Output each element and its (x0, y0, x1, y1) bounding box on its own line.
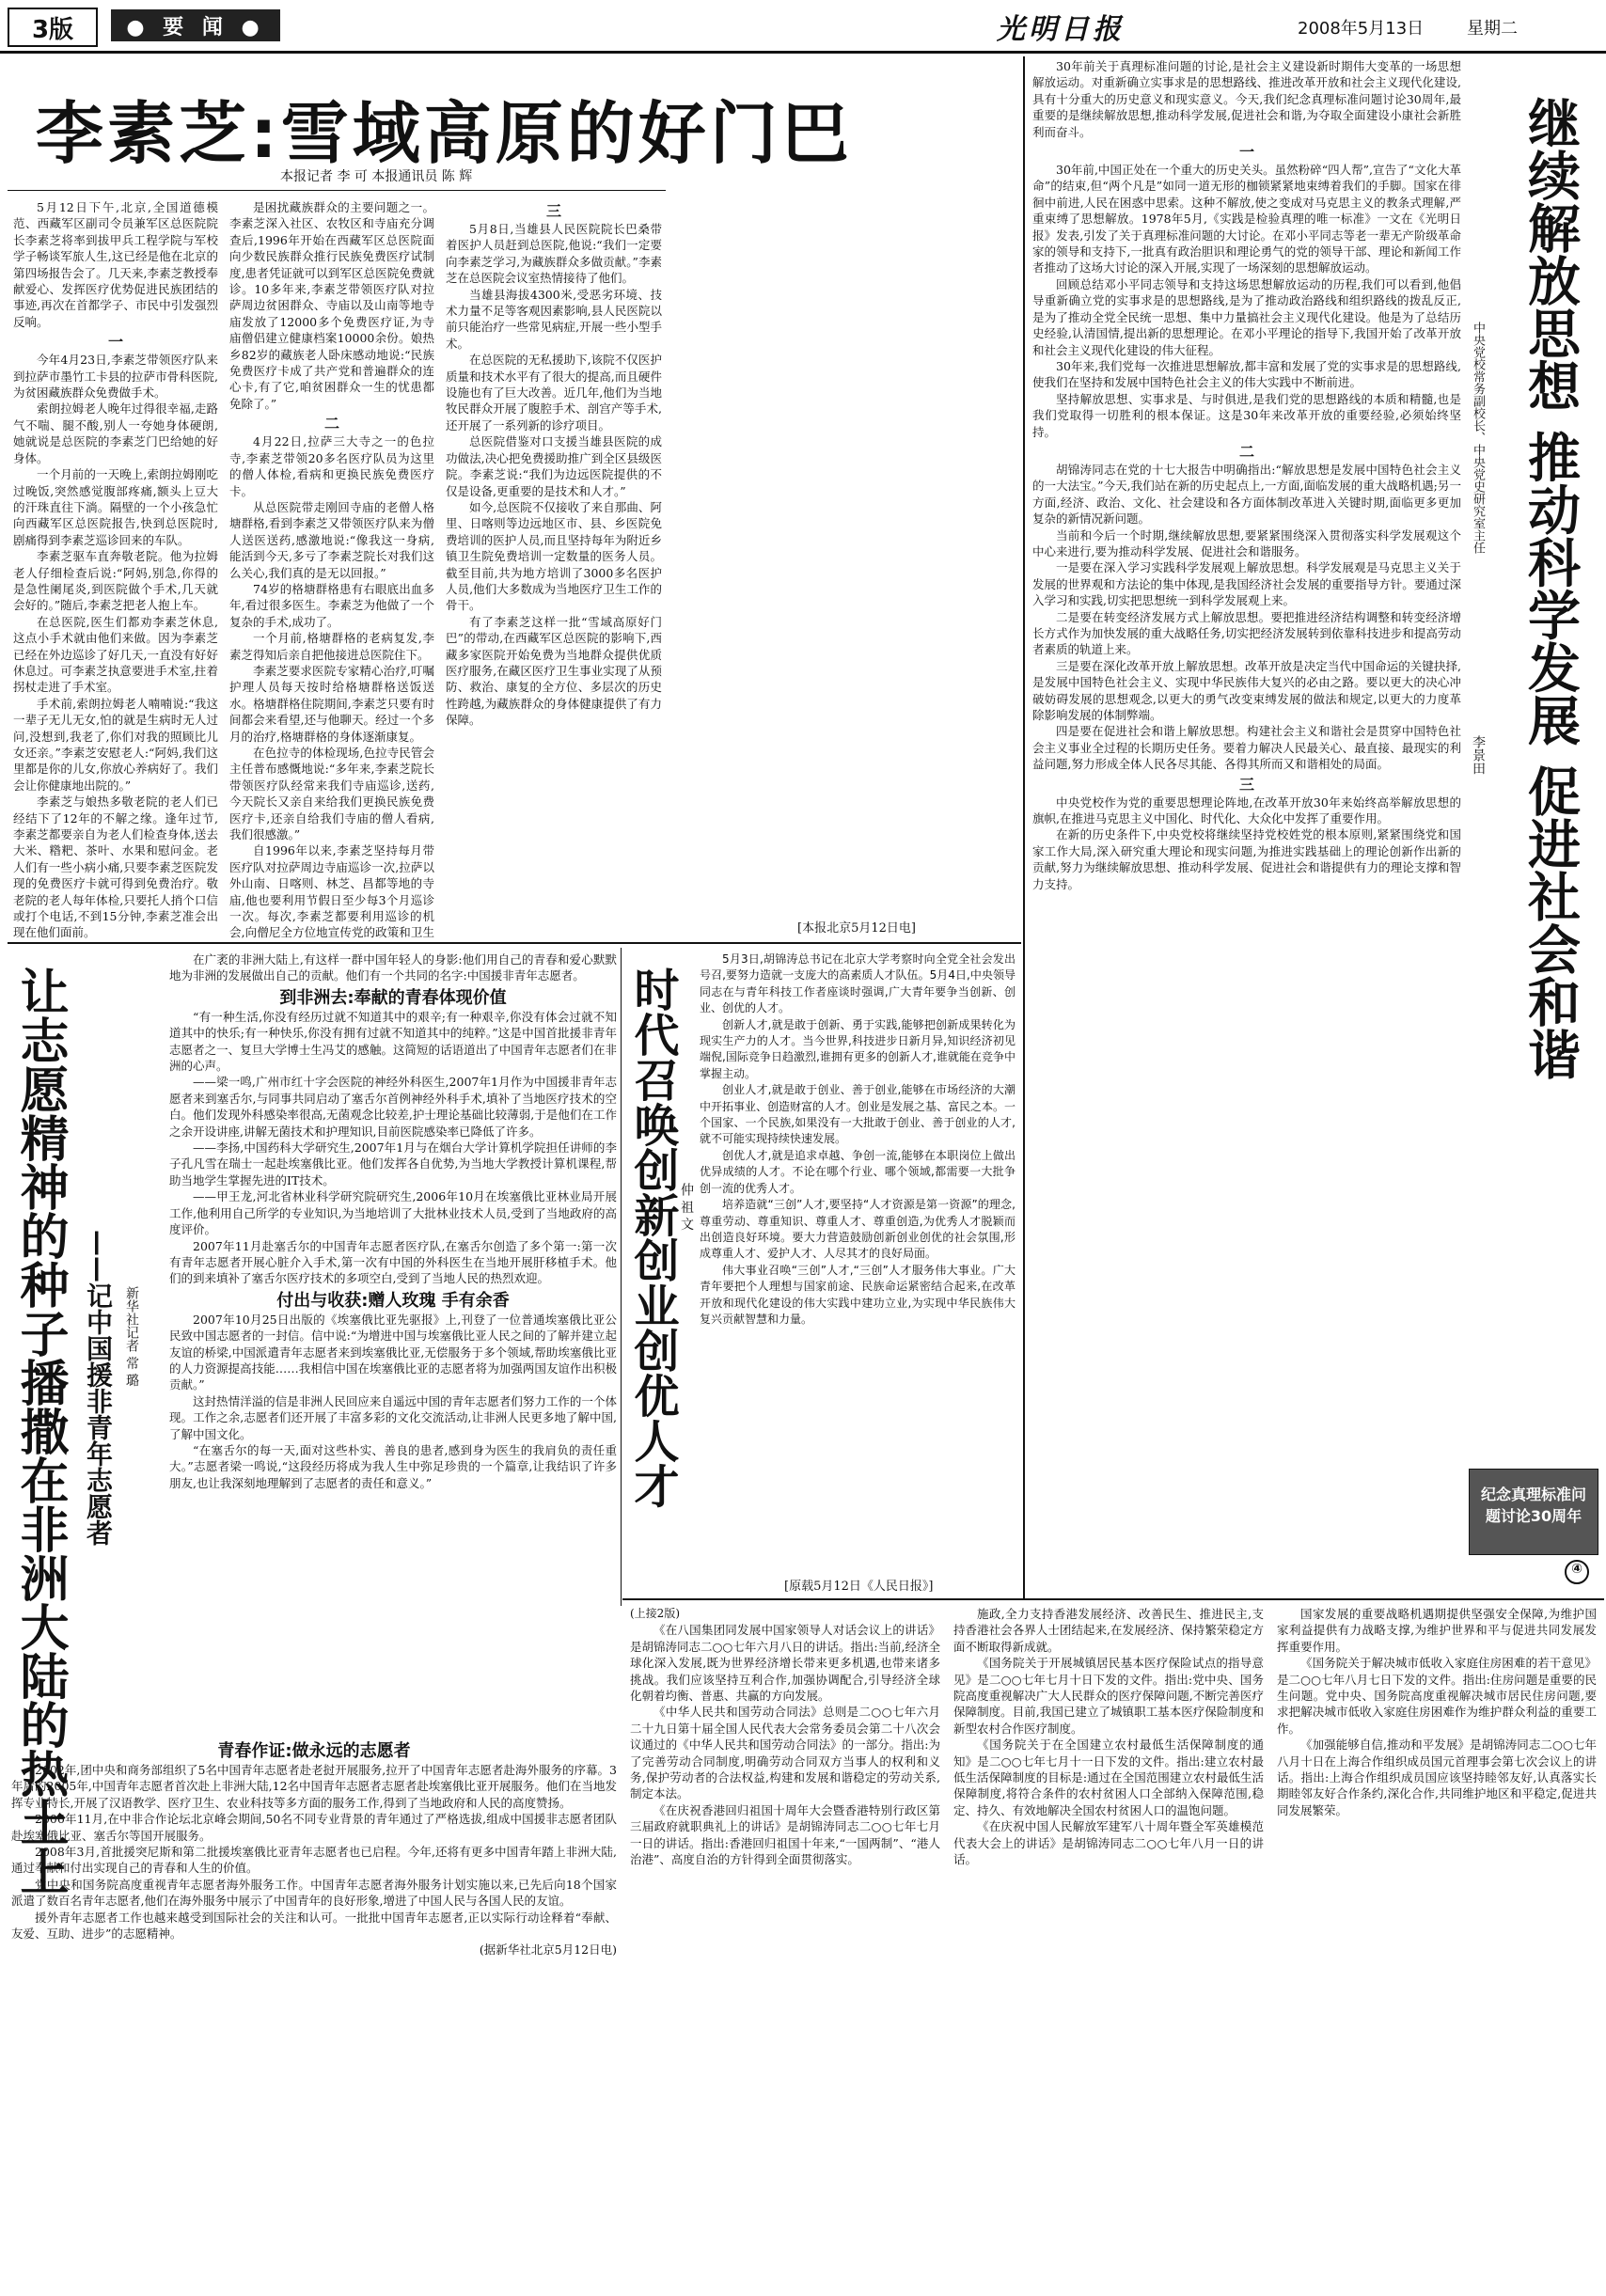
paragraph: 《在庆祝香港回归祖国十周年大会暨香港特别行政区第三届政府就职典礼上的讲话》是胡锦涛同志二○○七年七月一日的讲话。指出:香港回归祖国十年来,“一国两制”、“港人治港”、高度自治的方针得到全面贯彻落实。 (630, 1802, 940, 1867)
paragraph: 创业人才,就是敢于创业、善于创业,能够在市场经济的大潮中开拓事业、创造财富的人才。创业是发展之基、富民之本。一个国家、一个民族,如果没有一大批敢于创业、善于创业的人才,就不可能实现持续快速发展。 (700, 1083, 1016, 1146)
paragraph: 党中央和国务院高度重视青年志愿者海外服务工作。中国青年志愿者海外服务计划实施以来,已先后向18个国家派遣了数百名青年志愿者,他们在海外服务中展示了中国青年的良好形象,增进了中国人民与各国人民的友谊。 (11, 1877, 617, 1909)
divider (8, 190, 666, 191)
paragraph: 2007年11月赴塞舌尔的中国青年志愿者医疗队,在塞舌尔创造了多个第一:第一次有青年志愿者开展心脏介入手术,第一次有中国的外科医生在当地开展肝移植手术。他们的到来填补了塞舌尔医疗技术的多项空白,受到了当地人民的热烈欢迎。 (169, 1238, 617, 1286)
paragraph: 培养造就“三创”人才,要坚持“人才资源是第一资源”的理念,尊重劳动、尊重知识、尊重人才、尊重创造,为优秀人才脱颖而出创造良好环境。要大力营造鼓励创新创业创优的社会氛围,形成尊重人才、爱护人才、人尽其才的良好局面。 (700, 1198, 1016, 1261)
paragraph: 总医院借鉴对口支援当雄县医院的成功做法,决心把免费援助推广到全区县级医院。李素芝说:“我们为边远医院提供的不仅是设备,更重要的是技术和人才。” (446, 434, 662, 498)
article2-subhead-1: 到非洲去:奉献的青春体现价值 (279, 987, 507, 1008)
paragraph: 国家发展的重要战略机遇期提供坚强安全保障,为维护国家利益提供有力战略支撑,为维护世界和平与促进共同发展发挥重要作用。 (1277, 1607, 1597, 1654)
paragraph: 《在八国集团同发展中国家领导人对话会议上的讲话》是胡锦涛同志二○○七年六月八日的讲话。指出:当前,经济全球化深入发展,既为世界经济增长带来更多机遇,也带来诸多挑战。我们应该坚持互利合作,加强协调配合,引导经济全球化朝着均衡、普惠、共赢的方向发展。 (630, 1623, 940, 1704)
paragraph: 《国务院关于在全国建立农村最低生活保障制度的通知》是二○○七年七月十一日下发的文件。指出:建立农村最低生活保障制度的目标是:通过在全国范围建立农村最低生活保障制度,将符合条件的农村贫困人口全部纳入保障范围,稳定、持久、有效地解决全国农村贫困人口的温饱问题。 (953, 1738, 1264, 1817)
paragraph: 当雄县海拔4300米,受恶劣环境、技术力量不足等客观因素影响,县人民医院以前只能治疗一些常见病症,开展一些小型手术。 (446, 287, 662, 351)
paragraph: 在色拉寺的体检现场,色拉寺民管会主任普布感慨地说:“多年来,李素芝院长带领医疗队经常来我们寺庙巡诊,送药,今天院长又亲自来给我们更换民族免费医疗卡,还亲自给我们寺庙的僧人看病,我们很感激。” (229, 746, 434, 842)
section-number: 一 (1238, 143, 1254, 162)
column-divider (621, 948, 622, 1606)
paragraph: 2008年3月,首批援突尼斯和第二批援埃塞俄比亚青年志愿者也已启程。今年,还将有更多中国青年踏上非洲大陆,通过奉献和付出实现自己的青春和人生的价值。 (11, 1845, 617, 1876)
article1-headline: 李素芝:雪域高原的好门巴 (36, 94, 853, 173)
paragraph: 在总医院的无私援助下,该院不仅医护质量和技术水平有了很大的提高,而且硬件设施也有了巨大改善。近几年,他们为当地牧民群众开展了腹腔手术、剖宫产等手术,还开展了一系列新的诊疗项目。 (446, 353, 662, 432)
paper-logo: 光明日报 (997, 13, 1125, 46)
article2-source: (据新华社北京5月12日电) (479, 1942, 617, 1958)
article1-source: [本报北京5月12日电] (797, 921, 916, 936)
divider (8, 942, 1021, 944)
series-banner (1469, 1469, 1598, 1555)
section-number: 三 (1238, 775, 1254, 794)
series-number: ④ (1565, 1559, 1589, 1584)
paragraph: 当前和今后一个时期,继续解放思想,要紧紧围绕深入贯彻落实科学发展观这个中心来进行,要为推动科学发展、促进社会和谐服务。 (1032, 527, 1461, 558)
article4-text (1032, 58, 1461, 1572)
issue-date: 2008年5月13日 (1298, 19, 1425, 39)
paragraph: “在塞舌尔的每一天,面对这些朴实、善良的患者,感到身为医生的我肩负的责任重大。”志愿者梁一鸣说,“这段经历将成为我人生中弥足珍贵的一个篇章,让我结识了许多朋友,也让我深刻地理解到了志愿者的责任和意义。” (169, 1442, 617, 1490)
digest-column-3 (1277, 1606, 1597, 2290)
paragraph: 《中华人民共和国劳动合同法》总则是二○○七年六月二十九日第十届全国人民代表大会常务委员会第二十八次会议通过的《中华人民共和国劳动合同法》的一部分。指出:为了完善劳动合同制度,明确劳动合同双方当事人的权利和义务,保护劳动者的合法权益,构建和发展和谐稳定的劳动关系,制定本法。 (630, 1705, 940, 1801)
paragraph: ——梁一鸣,广州市红十字会医院的神经外科医生,2007年1月作为中国援非青年志愿者来到塞舌尔,与同事共同启动了塞舌尔首例神经外科手术,填补了当地医疗技术的空白。他们发现外科感染率很高,无菌观念比较差,护士理论基础比较薄弱,于是他们在工作之余开设讲座,讲解无菌技术和护理知识,目前医院感染率已降低了许多。 (169, 1075, 617, 1139)
article3-author: 仲 祖 文 (679, 1183, 694, 1231)
paragraph: 援外青年志愿者工作也越来越受到国际社会的关注和认可。一批批中国青年志愿者,正以实际行动诠释着“奉献、友爱、互助、进步”的志愿精神。 (11, 1910, 617, 1942)
paragraph: 4月22日,拉萨三大寺之一的色拉寺,李素芝带领20多名医疗队员为这里的僧人体检,看病和更换民族免费医疗卡。 (229, 434, 434, 498)
article3-source: [原载5月12日《人民日报》] (784, 1580, 934, 1594)
article3-headline: 时代召唤创新创业创优人才 (626, 967, 679, 1508)
paragraph: 《国务院关于解决城市低收入家庭住房困难的若干意见》是二○○七年八月七日下发的文件。指出:住房问题是重要的民生问题。党中央、国务院高度重视解决城市居民住房问题,要求把解决城市低收入家庭住房困难作为维护群众利益的重要工作。 (1277, 1656, 1597, 1736)
paragraph: 胡锦涛同志在党的十七大报告中明确指出:“解放思想是发展中国特色社会主义的一大法宝。”今天,我们站在新的历史起点上,一方面,面临发展的重大战略机遇;另一方面,经济、政治、文化、社会建设和各方面体制改革进入关键时期,面临更多更加复杂的新情况新问题。 (1032, 462, 1461, 527)
article-li-suzhi (8, 58, 1023, 942)
paragraph: 《国务院关于开展城镇居民基本医疗保险试点的指导意见》是二○○七年七月十日下发的文件。指出:党中央、国务院高度重视解决广大人民群众的医疗保障问题,不断完善医疗保障制度。目前,我国已建立了城镇职工基本医疗保险制度和新型农村合作医疗制度。 (953, 1656, 1264, 1736)
paragraph: 5月12日下午,北京,全国道德模范、西藏军区副司令员兼军区总医院院长李素芝将率到拔甲兵工程学院与军校学子畅谈军旅人生,这已经是他在北京的第四场报告会了。几天来,李素芝教授奉献爱心、发挥医疗优势促进民族团结的事迹,再次在首都学子、市民中引发强烈反响。 (13, 200, 218, 329)
paragraph: 李素芝驱车直奔敬老院。他为拉姆老人仔细检查后说:“阿妈,别急,你得的是急性阑尾炎,到医院做个手术,几天就会好的。”随后,李素芝把老人抱上车。 (13, 549, 218, 613)
section-number: 一 (107, 333, 123, 352)
documents-digest (624, 1604, 1602, 2290)
paragraph: 一个月前的一天晚上,索朗拉姆刚吃过晚饭,突然感觉腹部疼痛,额头上豆大的汗珠直往下淌。隔壁的一个小孩急忙向西藏军区总医院报告,快到总医院时,剧痛得到李素芝巡诊回来的车队。 (13, 467, 218, 547)
article4-author: 李景田 (1471, 735, 1486, 775)
paragraph: 从总医院带走刚回寺庙的老僧人格塘群格,看到李素芝又带领医疗队来为僧人送医送药,感激地说:“像我这一身病,能活到今天,多亏了李素芝院长对我们这么关心,我们真的是无以回报。” (229, 499, 434, 580)
paragraph: 是困扰藏族群众的主要问题之一。李素芝深入社区、农牧区和寺庙充分调查后,1996年开始在西藏军区总医院面向少数民族群众推行民族免费医疗试制度,患者凭证就可以到军区总医院免费就诊。10多年来,李素芝带领医疗队对拉萨周边贫困群众、寺庙以及山南等地寺庙发放了12000多个免费医疗证,为寺庙僧侣建立健康档案10000余份。娘热乡82岁的藏族老人卧床感动地说:“民族免费医疗卡成了共产党和普遍群众的连心卡,有了它,咱贫困群众一生的忧患都免除了。” (229, 200, 434, 411)
section-number: 三 (545, 202, 561, 220)
article2-headline: 让志愿精神的种子播撒在非洲大陆的热土上 (11, 967, 68, 1895)
article1-column-2 (229, 199, 434, 942)
digest-column-1 (630, 1606, 940, 2290)
paragraph: 在总医院,医生们都劝李素芝休息,这点小手术就由他们来做。因为李素芝已经在外边巡诊了好几天,一直没有好好休息过。可李素芝执意要进手术室,拄着拐杖走进了手术室。 (13, 614, 218, 695)
paragraph: 一个月前,格塘群格的老病复发,李素芝得知后亲自把他接进总医院住下。 (229, 631, 434, 662)
paragraph: 在新的历史条件下,中央党校将继续坚持党校姓党的根本原则,紧紧围绕党和国家工作大局,深入研究重大理论和现实问题,为推进实践基础上的理论创新作出新的贡献,努力为继续解放思想、推动科学发展、促进社会和谐提供有力的理论支撑和智力支持。 (1032, 827, 1461, 891)
article-talent (624, 948, 1019, 1596)
article2-subhead-3: 青春作证:做永远的志愿者 (217, 1741, 411, 1761)
digest-column-2 (953, 1606, 1264, 2290)
digest-continued-label: (上接2版) (630, 1607, 680, 1620)
masthead (0, 0, 1606, 53)
paragraph: 2002年,团中央和商务部组织了5名中国青年志愿者赴老挝开展服务,拉开了中国青年志愿者赴海外服务的序幕。3年后的2005年,中国青年志愿者首次赴上非洲大陆,12名中国青年志愿者志愿者赴埃塞俄比亚开展服务。他们在当地发挥专业特长,开展了汉语教学、医疗卫生、农业科技等多方面的服务工作,得到了当地政府和人民的高度赞扬。 (11, 1763, 617, 1810)
paragraph: 三是要在深化改革开放上解放思想。改革开放是决定当代中国命运的关键抉择,是发展中国特色社会主义、实现中华民族伟大复兴的必由之路。要以更大的决心冲破妨碍发展的思想观念,以更大的勇气改变束缚发展的做法和规定,以更大的力度革除影响发展的体制弊端。 (1032, 658, 1461, 723)
paragraph: 2007年10月25日出版的《埃塞俄比亚先驱报》上,刊登了一位普通埃塞俄比亚公民致中国志愿者的一封信。信中说:“为增进中国与埃塞俄比亚人民之间的了解并建立起友谊的桥梁,中国派遣青年志愿者来到埃塞俄比亚,无偿服务于多个领域,帮助埃塞俄比亚的人力资源提高技能……我相信中国在埃塞俄比亚的志愿者将为加强两国友谊作出积极贡献。” (169, 1312, 617, 1392)
paragraph: 李素芝与娘热多敬老院的老人们已经结下了12年的不解之缘。逢年过节,李素芝都要亲自为老人们检查身体,送去大米、糌粑、茶叶、水果和慰问金。老人们有一些小病小痛,只要李素芝医院发现的免费医疗卡就可得到免费治疗。敬老院的老人每年体检,只要托人捎个口信或打个电话,不到15分钟,李素芝准会出现在他们面前。 (13, 794, 218, 940)
paragraph: 《加强能够自信,推动和平发展》是胡锦涛同志二○○七年八月十日在上海合作组织成员国元首理事会第七次会议上的讲话。指出:上海合作组织成员国应该坚持睦邻友好,认真落实长期睦邻友好合作条约,深化合作,共同维护地区和平稳定,促进共同发展繁荣。 (1277, 1738, 1597, 1817)
divider (622, 1598, 1604, 1600)
issue-weekday: 星期二 (1467, 19, 1518, 39)
section-number: 二 (1238, 442, 1254, 461)
paragraph: 四是要在促进社会和谐上解放思想。构建社会主义和谐社会是贯穿中国特色社会主义事业全过程的长期历史任务。要着力解决人民最关心、最直接、最现实的利益问题,努力形成全体人民各尽其能、各得其所而又和谐相处的局面。 (1032, 724, 1461, 772)
paragraph: 30年前关于真理标准问题的讨论,是社会主义建设新时期伟大变革的一场思想解放运动。对重新确立实事求是的思想路线、推进改革开放和社会主义现代化建设,具有十分重大的历史意义和现实意义。今天,我们纪念真理标准问题讨论30周年,最重要的是继续解放思想,推动科学发展,促进社会和谐,为夺取全面建设小康社会新胜利而奋斗。 (1032, 59, 1461, 139)
paragraph: 坚持解放思想、实事求是、与时俱进,是我们党的思想路线的本质和精髓,也是我们党取得一切胜利的根本保证。这是30年来改革开放的重要经验,必须始终坚持。 (1032, 391, 1461, 439)
article4-headline: 继续解放思想 推动科学发展 促进社会和谐 (1519, 96, 1581, 1080)
paragraph: 有了李素芝这样一批“雪域高原好门巴”的带动,在西藏军区总医院的影响下,西藏多家医院开始免费为当地群众提供优质医疗服务,在藏区医疗卫生事业实现了从预防、救治、康复的全方位、多层次的历史性跨越,为藏族群众的身体健康提供了有力保障。 (446, 614, 662, 728)
article2-subtitle: ——记中国援非青年志愿者 (83, 1230, 114, 1546)
page-number: 3版 (8, 8, 98, 47)
paragraph: 一是要在深入学习实践科学发展观上解放思想。科学发展观是马克思主义关于发展的世界观和方法论的集中体现,是我国经济社会发展的重要指导方针。要通过深入学习和实践,切实把思想统一到科学发展观上来。 (1032, 560, 1461, 608)
paragraph: 74岁的格塘群格患有右眼底出血多年,看过很多医生。李素芝为他做了一个复杂的手术,成功了。 (229, 581, 434, 629)
paragraph: 这封热情洋溢的信是非洲人民回应来自遥远中国的青年志愿者们努力工作的一个体现。工作之余,志愿者们还开展了丰富多彩的文化交流活动,让非洲人民更多地了解中国,了解中国文化。 (169, 1393, 617, 1441)
paragraph: 二是要在转变经济发展方式上解放思想。要把推进经济结构调整和转变经济增长方式作为加快发展的重大战略任务,切实把经济发展转到依靠科技进步和提高劳动者素质的轨道上来。 (1032, 609, 1461, 657)
paragraph: 手术前,索朗拉姆老人喃喃说:“我这一辈子无儿无女,怕的就是生病时无人过问,没想到,我老了,你们对我的照顾比儿女还亲。”李素芝安慰老人:“阿妈,我们这里都是你的儿女,你放心养病好了。我们会让你健康地出院的。” (13, 696, 218, 793)
paragraph: 5月8日,当雄县人民医院院长巴桑带着医护人员赶到总医院,他说:“我们一定要向李素芝学习,为藏族群众多做贡献。”李素芝在总医院会议室热情接待了他们。 (446, 222, 662, 286)
paragraph: 自1996年以来,李素芝坚持每月带医疗队对拉萨周边寺庙巡诊一次,拉萨以外山南、日喀则、林芝、昌都等地的寺庙,他也要利用节假日至少每3个月巡诊一次。每次,李素芝都要利用巡诊的机会,向僧尼全方位地宣传党的政策和卫生 (229, 843, 434, 940)
paragraph: 《在庆祝中国人民解放军建军八十周年暨全军英雄模范代表大会上的讲话》是胡锦涛同志二○○七年八月一日的讲话。 (953, 1819, 1264, 1867)
article1-byline: 本报记者 李 可 本报通讯员 陈 辉 (280, 169, 473, 184)
article1-column-1 (13, 199, 218, 942)
article-volunteers (8, 948, 619, 2294)
article2-byline: 新华社记者 常 璐 (124, 1286, 139, 1387)
paragraph: 如今,总医院不仅接收了来自那曲、阿里、日喀则等边远地区市、县、乡医院免费培训的医护人员,而且坚持每年为附近乡镇卫生院免费培训一定数量的医务人员。截至目前,共为地方培训了3000多名医护人员,他们大多数成为当地医疗卫生工作的骨干。 (446, 499, 662, 613)
paragraph: 伟大事业召唤“三创”人才,“三创”人才服务伟大事业。广大青年要把个人理想与国家前途、民族命运紧密结合起来,在改革开放和现代化建设的伟大实践中建功立业,为实现中华民族伟大复兴贡献智慧和力量。 (700, 1263, 1016, 1326)
paragraph: 30年来,我们党每一次推进思想解放,都丰富和发展了党的实事求是的思想路线,使我们在坚持和发展中国特色社会主义的伟大实践中不断前进。 (1032, 358, 1461, 390)
column-divider (1023, 56, 1025, 1598)
series-label: 纪念真理标准问题讨论30周年 (1480, 1486, 1586, 1525)
article1-column-3 (446, 199, 662, 923)
paragraph: 李素芝要求医院专家精心治疗,叮嘱护理人员每天按时给格塘群格送饭送水。格塘群格住院期间,李素芝只要有时间都会来看望,还与他聊天。经过一个多月的治疗,格塘群格的身体逐渐康复。 (229, 663, 434, 744)
paragraph: ——李扬,中国药科大学研究生,2007年1月与在烟台大学计算机学院担任讲师的李子孔凡雪在瑞士一起赴埃塞俄比亚。他们发挥各自优势,为当地大学教授计算机课程,帮助当地学生掌握先进的IT技术。 (169, 1140, 617, 1187)
article2-subhead-2: 付出与收获:赠人玫瑰 手有余香 (276, 1290, 510, 1311)
paragraph: 今年4月23日,李素芝带领医疗队来到拉萨市墨竹工卡县的拉萨市骨科医院,为贫困藏族群众免费做手术。 (13, 353, 218, 401)
paragraph: 施政,全力支持香港发展经济、改善民生、推进民主,支持香港社会各界人士团结起来,在发展经济、保持繁荣稳定方面不断取得新成就。 (953, 1607, 1264, 1654)
paragraph: ——甲王龙,河北省林业科学研究院研究生,2006年10月在埃塞俄比亚林业局开展工作,他利用自己所学的专业知识,为当地培训了大批林业技术人员,受到了当地政府的高度评价。 (169, 1189, 617, 1237)
section-number: 二 (323, 415, 339, 433)
article-emancipate-thought (1027, 58, 1602, 1600)
paragraph: 2006年11月,在中非合作论坛北京峰会期间,50名不同专业背景的青年通过了严格选拔,组成中国援非志愿者团队赴埃塞俄比亚、塞舌尔等国开展服务。 (11, 1812, 617, 1843)
paragraph: 创新人才,就是敢于创新、勇于实践,能够把创新成果转化为现实生产力的人才。当今世界,科技进步日新月异,知识经济初见端倪,国际竞争日趋激烈,谁拥有更多的创新人才,谁就能在竞争中掌握主动。 (700, 1017, 1016, 1080)
paragraph: 创优人才,就是追求卓越、争创一流,能够在本职岗位上做出优异成绩的人才。不论在哪个行业、哪个领域,都需要一大批争创一流的优秀人才。 (700, 1148, 1016, 1195)
paragraph: 5月3日,胡锦涛总书记在北京大学考察时向全党全社会发出号召,要努力造就一支庞大的高素质人才队伍。5月4日,中央领导同志在与青年科技工作者座谈时强调,广大青年要争当创新、创业、创优的人才。 (700, 952, 1016, 1015)
masthead-rule (0, 51, 1606, 54)
paragraph: “有一种生活,你没有经历过就不知道其中的艰辛;有一种艰辛,你没有体会过就不知道其中的快乐;有一种快乐,你没有拥有过就不知道其中的纯粹。”这是中国首批援非青年志愿者之一、复旦大学博士生冯艾的感触。这简短的话语道出了中国青年志愿者们在非洲的心声。 (169, 1009, 617, 1074)
section-label: ● 要 闻 ● (111, 9, 280, 41)
article3-text (700, 951, 1016, 1572)
article2-lower-text (11, 1738, 617, 2292)
paragraph: 索朗拉姆老人晚年过得很幸福,走路气不喘、腿不酸,别人一夸她身体硬朗,她就说是总医院的李素芝门巴给她的好身体。 (13, 401, 218, 465)
paragraph: 中央党校作为党的重要思想理论阵地,在改革开放30年来始终高举解放思想的旗帜,在推进马克思主义中国化、时代化、大众化中发挥了重要作用。 (1032, 794, 1461, 826)
article2-upper-text (169, 951, 617, 1732)
article4-author-title: 中央党校常务副校长、中央党史研究室主任 (1471, 322, 1485, 554)
paragraph: 30年前,中国正处在一个重大的历史关头。虽然粉碎“四人帮”,宣告了“文化大革命”的结束,但“两个凡是”如同一道无形的枷锁紧紧地束缚着我们的手脚。国家在徘徊中前进,人民在困惑中思索。这种不解放,使之变成对马克思主义的教条式理解,严重束缚了思想解放。1978年5月,《实践是检验真理的唯一标准》一文在《光明日报》发表,引发了关于真理标准问题的大讨论。在邓小平同志等老一辈无产阶级革命家的领导和支持下,一批真有政治胆识和理论勇气的党的领导干部、理论和新闻工作者推动了这场大讨论的深入开展,实现了一场深刻的思想解放运动。 (1032, 163, 1461, 275)
paragraph: 回顾总结邓小平同志领导和支持这场思想解放运动的历程,我们可以看到,他倡导重新确立党的实事求是的思想路线,是为了推动政治路线和组织路线的拨乱反正,是为了推动全党全民统一思想、集中力量搞社会主义现代化建设。他是为了总结历史经验,认清国情,提出新的思想理论。在邓小平理论的指导下,我国开始了改革开放和社会主义现代化建设的伟大征程。 (1032, 276, 1461, 357)
paragraph: 在广袤的非洲大陆上,有这样一群中国年轻人的身影:他们用自己的青春和爱心默默地为非洲的发展做出自己的贡献。他们有一个共同的名字:中国援非青年志愿者。 (169, 952, 617, 983)
